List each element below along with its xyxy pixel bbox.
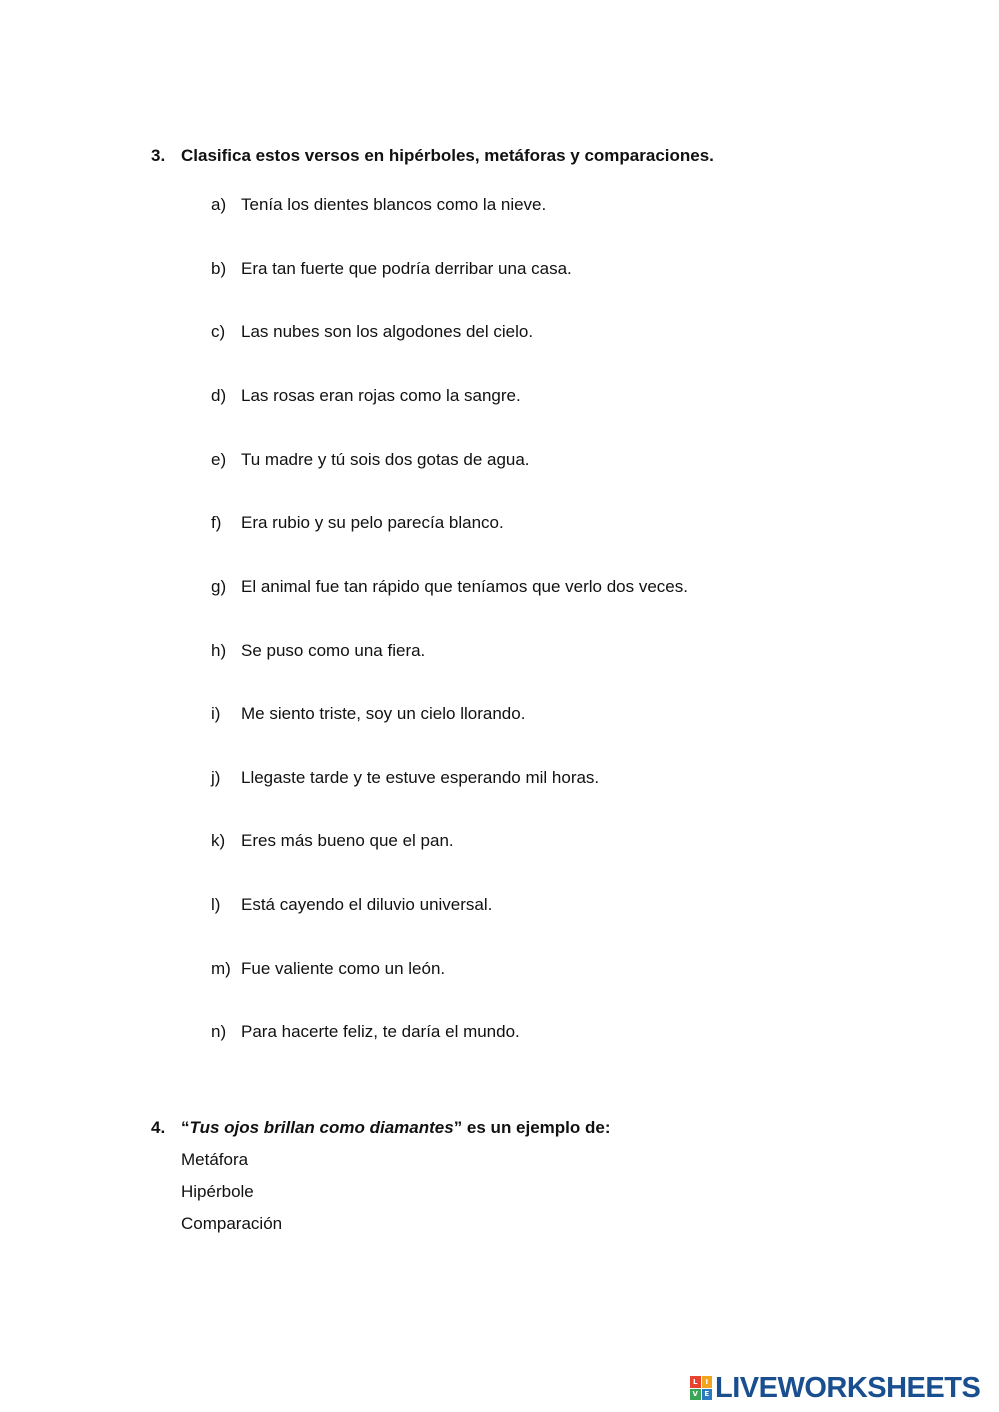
option-comparacion[interactable]: Comparación: [181, 1214, 283, 1233]
item-letter: f): [211, 513, 222, 532]
question-4-number: 4.: [151, 1118, 166, 1137]
item-letter: l): [211, 895, 221, 914]
question-4-quote: Tus ojos brillan como diamantes: [189, 1118, 454, 1137]
item-text: Las nubes son los algodones del cielo.: [241, 322, 534, 341]
question-4-suffix: es un ejemplo de:: [462, 1118, 611, 1137]
item-letter: j): [211, 768, 221, 787]
quote-close-mark: ”: [453, 1118, 463, 1137]
item-text: Era rubio y su pelo parecía blanco.: [241, 513, 504, 532]
item-letter: e): [211, 450, 227, 469]
quote-open-mark: “: [181, 1118, 190, 1137]
item-text: Me siento triste, soy un cielo llorando.: [241, 704, 526, 723]
question-4-title: [181, 1118, 611, 1138]
item-letter: i): [211, 704, 221, 723]
logo-badge-letter: V: [690, 1389, 701, 1401]
logo-text: LIVEWORKSHEETS: [715, 1371, 981, 1404]
logo-badge-icon: [690, 1376, 712, 1400]
item-letter: g): [211, 577, 227, 596]
option-metafora[interactable]: Metáfora: [181, 1150, 249, 1169]
item-letter: m): [211, 959, 231, 978]
item-letter: c): [211, 322, 226, 341]
item-text: Fue valiente como un león.: [241, 959, 446, 978]
item-text: Está cayendo el diluvio universal.: [241, 895, 493, 914]
item-text: El animal fue tan rápido que teníamos que verlo dos veces.: [241, 577, 688, 596]
item-letter: k): [211, 831, 226, 850]
item-text: Tenía los dientes blancos como la nieve.: [241, 195, 547, 214]
logo-badge-letter: L: [690, 1376, 701, 1388]
item-text: Era tan fuerte que podría derribar una casa.: [241, 259, 572, 278]
question-3-title: Clasifica estos versos en hipérboles, metáforas y comparaciones.: [181, 146, 714, 165]
item-letter: d): [211, 386, 227, 405]
item-letter: b): [211, 259, 227, 278]
item-letter: n): [211, 1022, 227, 1041]
item-text: Las rosas eran rojas como la sangre.: [241, 386, 521, 405]
item-text: Se puso como una fiera.: [241, 641, 426, 660]
liveworksheets-logo: [690, 1372, 980, 1404]
item-letter: h): [211, 641, 227, 660]
item-text: Para hacerte feliz, te daría el mundo.: [241, 1022, 520, 1041]
logo-badge-letter: E: [702, 1389, 713, 1401]
logo-badge-letter: I: [702, 1376, 713, 1388]
item-letter: a): [211, 195, 227, 214]
option-hiperbole[interactable]: Hipérbole: [181, 1182, 254, 1201]
item-text: Eres más bueno que el pan.: [241, 831, 454, 850]
item-text: Llegaste tarde y te estuve esperando mil horas.: [241, 768, 600, 787]
question-3-number: 3.: [151, 146, 166, 165]
item-text: Tu madre y tú sois dos gotas de agua.: [241, 450, 530, 469]
